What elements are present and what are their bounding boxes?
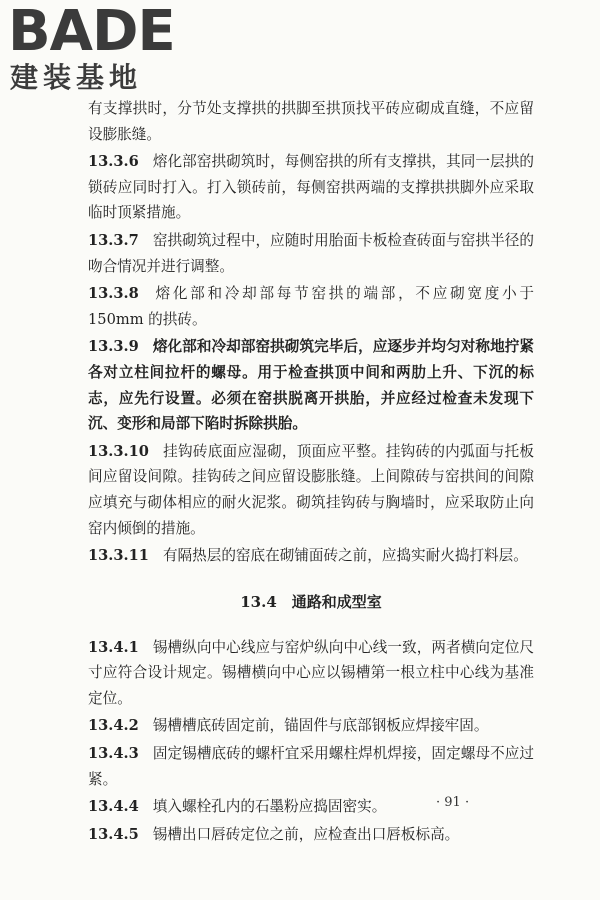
- clause-number: 13.4.2: [88, 717, 139, 735]
- section-title: 13.4 通路和成型室: [240, 592, 382, 611]
- page-number: · 91 ·: [436, 795, 470, 810]
- clause-13-4-5: [88, 822, 534, 848]
- clause-number: 13.4.4: [88, 798, 139, 816]
- clause-text: 挂钩砖底面应湿砌，顶面应平整。挂钩砖的内弧面与托板间应留设间隙。挂钩砖之间应留设膨胀缝。上间隙砖与窑拱间的间隙应填充与砌体相应的耐火泥浆。砌筑挂钩砖与胸墙时，应采取防止向窑内倾倒的措施。: [88, 442, 534, 537]
- logo-wordmark: BADE: [8, 0, 175, 64]
- clause-text: 锡槽出口唇砖定位之前，应检查出口唇板标高。: [152, 825, 460, 843]
- intro-paragraph: 有支撑拱时，分节处支撑拱的拱脚至拱顶找平砖应砌成直缝，不应留设膨胀缝。: [88, 100, 534, 143]
- clause-text: 熔化部窑拱砌筑时，每侧窑拱的所有支撑拱，其同一层拱的锁砖应同时打入。打入锁砖前，每侧窑拱两端的支撑拱拱脚外应采取临时顶紧措施。: [88, 153, 534, 222]
- clause-number: 13.4.5: [88, 825, 139, 843]
- clause-number: 13.3.8: [88, 285, 139, 303]
- clause-text: 熔化部和冷却部窑拱砌筑完毕后，应逐步并均匀对称地拧紧各对立柱间拉杆的螺母。用于检查拱顶中间和两肋上升、下沉的标志，应先行设置。必须在窑拱脱离开拱胎，并应经过检查未发现下沉、变形和局部下陷时拆除拱胎。: [88, 338, 534, 433]
- bade-logo: [8, 0, 198, 99]
- clause-number: 13.3.10: [88, 442, 149, 460]
- clause-13-3-6: [88, 149, 534, 226]
- clause-13-3-8: [88, 281, 534, 332]
- clause-13-3-7: [88, 228, 534, 279]
- clause-13-3-9: [88, 334, 534, 436]
- clause-text: 窑拱砌筑过程中，应随时用胎面卡板检查砖面与窑拱半径的吻合情况并进行调整。: [88, 231, 534, 275]
- logo-subtitle: 建装基地: [10, 61, 143, 94]
- clause-text: 熔化部和冷却部每节窑拱的端部，不应砌宽度小于 150mm 的拱砖。: [88, 285, 534, 328]
- clause-13-3-10: [88, 439, 534, 541]
- clause-text: 填入螺栓孔内的石墨粉应捣固密实。: [152, 798, 387, 816]
- clause-number: 13.3.9: [88, 338, 139, 356]
- clause-13-3-11: [88, 543, 534, 569]
- clause-13-4-2: [88, 713, 534, 739]
- clause-number: 13.3.6: [88, 153, 139, 171]
- clause-text: 有隔热层的窑底在砌铺面砖之前，应捣实耐火捣打料层。: [162, 547, 528, 565]
- clause-number: 13.3.11: [88, 547, 149, 565]
- clause-number: 13.4.3: [88, 745, 139, 763]
- document-body: [88, 96, 534, 849]
- clause-13-4-3: [88, 741, 534, 792]
- clause-text: 锡槽槽底砖固定前，锚固件与底部钢板应焊接牢固。: [152, 717, 489, 735]
- clause-13-4-1: [88, 635, 534, 712]
- clause-number: 13.3.7: [88, 231, 139, 249]
- clause-text: 固定锡槽底砖的螺杆宜采用螺柱焊机焊接，固定螺母不应过紧。: [88, 745, 534, 788]
- clause-text: 锡槽纵向中心线应与窑炉纵向中心线一致，两者横向定位尺寸应符合设计规定。锡槽横向中心应以锡槽第一根立柱中心线为基准定位。: [88, 638, 534, 707]
- clause-number: 13.4.1: [88, 638, 139, 656]
